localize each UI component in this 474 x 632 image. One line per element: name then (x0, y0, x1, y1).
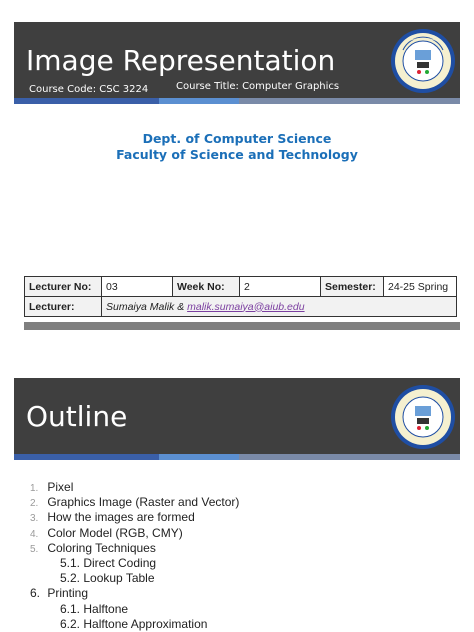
outline-header (14, 378, 460, 454)
list-item (30, 586, 450, 601)
list-text: 5.2. Lookup Table (60, 571, 155, 586)
lecturer-label: Lecturer: (25, 297, 102, 317)
stripe-segment (239, 98, 460, 104)
list-item (30, 495, 450, 510)
list-item (30, 480, 450, 495)
title-slide (14, 22, 460, 334)
list-item (30, 541, 450, 556)
list-text: 6.1. Halftone (60, 601, 129, 616)
stripe-segment (14, 454, 159, 460)
list-number: 3. (30, 513, 39, 525)
course-title: Course Title: Computer Graphics (176, 81, 340, 92)
list-subitem (30, 602, 450, 617)
list-subitem (30, 617, 450, 632)
stripe-segment (14, 98, 159, 104)
table-row (25, 277, 457, 297)
list-subitem (30, 556, 450, 571)
list-item (30, 526, 450, 541)
list-subitem (30, 571, 450, 586)
lecturer-no-value: 03 (102, 277, 173, 297)
list-text: Coloring Techniques (47, 540, 156, 555)
list-number: 5. (30, 543, 39, 555)
list-text: How the images are formed (47, 510, 195, 525)
list-text: Graphics Image (Raster and Vector) (47, 495, 240, 510)
outline-list (30, 480, 450, 632)
outline-title: Outline (26, 400, 128, 433)
footer-bar (24, 322, 460, 330)
list-text: Pixel (47, 480, 74, 494)
lecturer-email-link[interactable]: malik.sumaiya@aiub.edu (187, 300, 305, 313)
slide-title: Image Representation (26, 44, 336, 77)
university-logo-icon (390, 28, 456, 94)
list-number: 6. (30, 586, 41, 601)
semester-value: 24-25 Spring (384, 277, 457, 297)
header-stripe (14, 98, 460, 104)
list-text: 5.1. Direct Coding (60, 555, 157, 570)
lecturer-name: Sumaiya Malik & (106, 300, 188, 313)
list-item (30, 510, 450, 525)
course-code: Course Code: CSC 3224 (29, 84, 149, 95)
list-number: 1. (30, 483, 39, 494)
stripe-segment (159, 98, 239, 104)
stripe-segment (239, 454, 460, 460)
university-logo-icon (390, 384, 456, 450)
header-stripe (14, 454, 460, 460)
list-text: 6.2. Halftone Approximation (60, 616, 208, 631)
department-name: Dept. of Computer Science (142, 131, 332, 146)
week-no-value: 2 (240, 277, 321, 297)
list-number: 2. (30, 498, 39, 510)
lecturer-no-label: Lecturer No: (25, 277, 102, 297)
stripe-segment (159, 454, 239, 460)
semester-label: Semester: (321, 277, 384, 297)
title-header (14, 22, 460, 98)
lecture-info-table (24, 276, 457, 317)
list-text: Printing (47, 586, 89, 601)
week-no-label: Week No: (173, 277, 240, 297)
outline-slide (14, 378, 460, 632)
faculty-name: Faculty of Science and Technology (116, 147, 358, 162)
list-text: Color Model (RGB, CMY) (47, 525, 183, 540)
lecturer-value (102, 297, 457, 317)
table-row (25, 297, 457, 317)
list-number: 4. (30, 528, 39, 540)
